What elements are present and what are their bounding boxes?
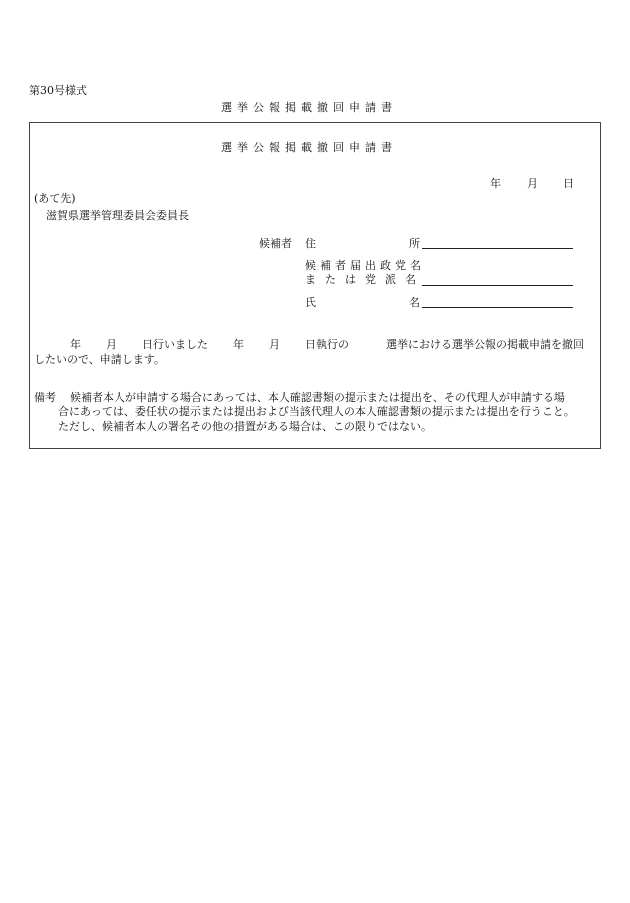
name-label-start: 氏 <box>305 296 316 309</box>
party-label-line2: または党派名 <box>305 273 425 286</box>
remarks-label: 備考 <box>34 391 56 404</box>
remarks-line1: 候補者本人が申請する場合にあっては、本人確認書類の提示または提出を、その代理人が申請する場 <box>70 391 565 404</box>
addressee-name: 滋賀県選挙管理委員会委員長 <box>46 209 189 222</box>
body-day-exec: 日執行の <box>305 338 349 351</box>
address-label-end: 所 <box>409 237 420 250</box>
address-field[interactable] <box>422 248 573 249</box>
form-number: 第30号様式 <box>29 84 87 97</box>
body-day-submitted: 日行いました <box>142 338 208 351</box>
body-year2: 年 <box>233 338 244 351</box>
body-year1: 年 <box>70 338 81 351</box>
remarks-line2: 合にあっては、委任状の提示または提出および当該代理人の本人確認書類の提示または提出を行うこと。 <box>58 405 575 418</box>
candidate-role-label: 候補者 <box>259 237 292 250</box>
body-month1: 月 <box>106 338 117 351</box>
address-label-start: 住 <box>305 237 316 250</box>
addressee-label: (あて先) <box>34 192 76 205</box>
inner-title: 選挙公報掲載撤回申請書 <box>221 141 397 154</box>
party-label-line1: 候補者届出政党名 <box>305 259 425 272</box>
name-label-end: 名 <box>409 296 420 309</box>
body-month2: 月 <box>269 338 280 351</box>
body-tail: 選挙における選挙公報の掲載申請を撤回 <box>386 338 584 351</box>
date-month-label: 月 <box>527 177 538 190</box>
body-line2: したいので、申請します。 <box>34 353 165 366</box>
date-year-label: 年 <box>490 177 501 190</box>
outer-title: 選挙公報掲載撤回申請書 <box>221 101 397 114</box>
remarks-line3: ただし、候補者本人の署名その他の措置がある場合は、この限りではない。 <box>58 420 432 433</box>
party-field[interactable] <box>422 285 573 286</box>
name-field[interactable] <box>422 307 573 308</box>
date-day-label: 日 <box>563 177 574 190</box>
